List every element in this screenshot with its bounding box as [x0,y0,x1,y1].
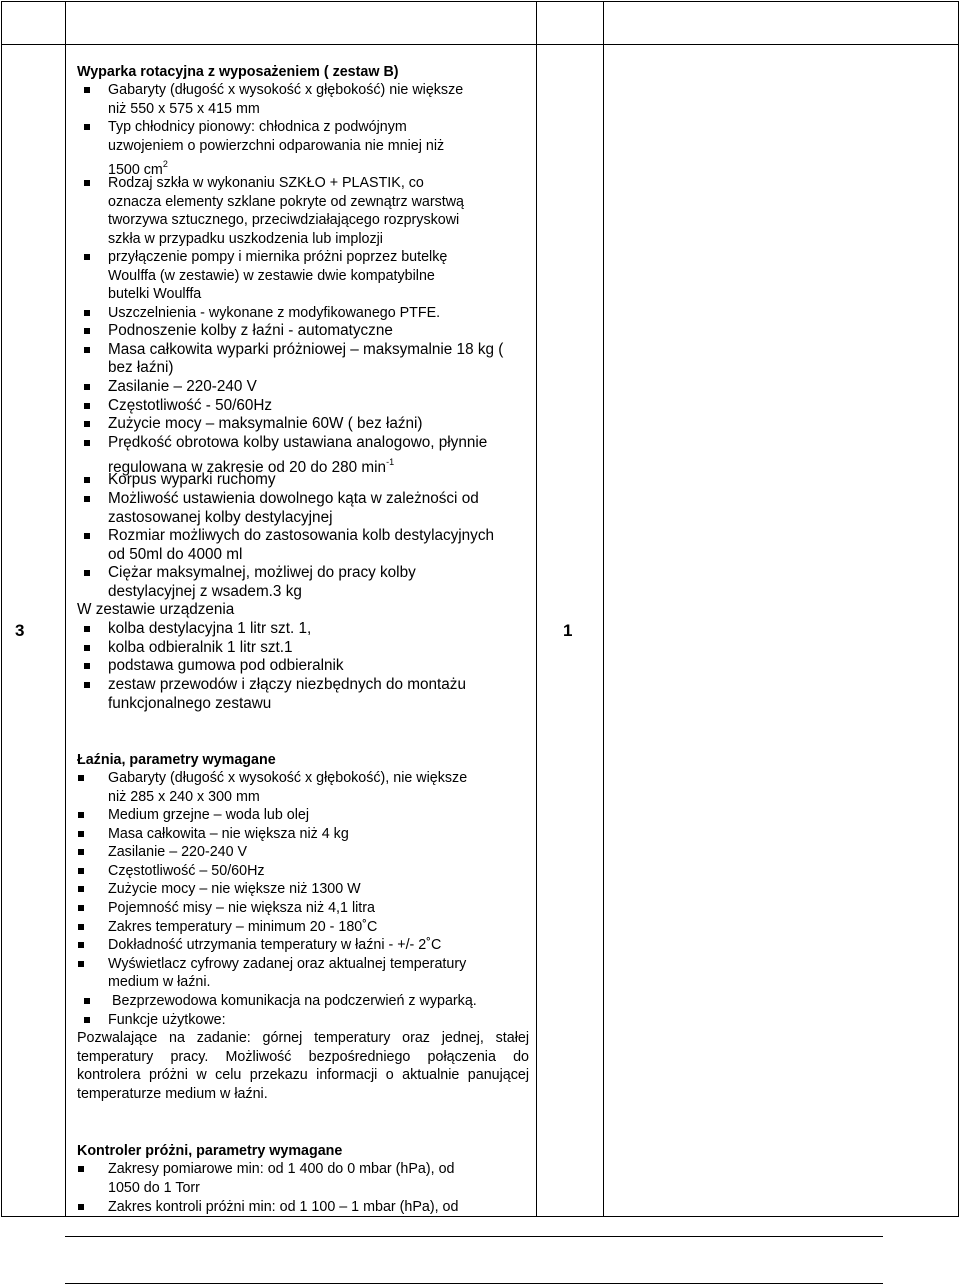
bath-line: Zakres temperatury – minimum 20 - 180˚C [108,919,378,935]
bath-line: Gabaryty (długość x wysokość x głębokość), nie większe [108,770,468,786]
evaporator-line: Częstotliwość - 50/60Hz [108,397,273,414]
bullet [84,682,90,688]
table-left-border [1,1,2,1217]
evaporator-line: niż 550 x 575 x 415 mm [108,101,260,117]
bath-line: medium w łaźni. [108,974,211,990]
row-number: 3 [15,621,25,640]
bullet [84,477,90,483]
column-divider-1 [65,1,66,1217]
evaporator-line: Zasilanie – 220-240 V [108,378,257,395]
bullet [84,328,90,334]
bullet [84,496,90,502]
evaporator-line: tworzywa sztucznego, przeciwdziałającego rozpryskowi [108,212,460,228]
controller-line: Zakres kontroli próżni min: od 1 100 – 1 mbar (hPa), od [108,1199,459,1215]
evaporator-line: butelki Woulffa [108,286,202,302]
evaporator-line: Woulffa (w zestawie) w zestawie dwie kompatybilne [108,268,435,284]
bath-paragraph: Pozwalające na zadanie: górnej temperatury oraz jednej, stałej temperatury pracy. Możliwość bezpośredniego połączenia do kontrolera próżni w celu przekazu informacji o aktualnie panującej temperaturze medium w łaźni. [77,1030,529,1102]
bullet [78,849,84,855]
evaporator-line: Prędkość obrotowa kolby ustawiana analogowo, płynnie [108,434,488,451]
evaporator-line: Możliwość ustawienia dowolnego kąta w zależności od [108,490,479,507]
controller-line: Zakresy pomiarowe min: od 1 400 do 0 mbar (hPa), od [108,1161,455,1177]
footer-rule-2 [65,1283,883,1284]
evaporator-line: regulowana w zakresie od 20 do 280 min [108,459,387,476]
bullet [84,347,90,353]
bath-line: Zużycie mocy – nie większe niż 1300 W [108,881,361,897]
bullet [84,87,90,93]
bullet [84,645,90,651]
evaporator-line: Masa całkowita wyparki próżniowej – maksymalnie 18 kg ( [108,341,504,358]
evaporator-line: destylacyjnej z wsadem.3 kg [108,583,302,600]
bath-line: Funkcje użytkowe: [108,1012,226,1028]
evaporator-line: przyłączenie pompy i miernika próżni poprzez butelkę [108,249,448,265]
bullet [84,570,90,576]
evaporator-line: funkcjonalnego zestawu [108,695,272,712]
bullet [78,868,84,874]
evaporator-line: zestaw przewodów i złączy niezbędnych do montażu [108,676,466,693]
bullet [78,1204,84,1210]
bath-line: Dokładność utrzymania temperatury w łaźni - +/- 2˚C [108,937,442,953]
column-divider-3 [603,1,604,1217]
bullet [84,384,90,390]
column-divider-2 [536,1,537,1217]
evaporator-line: bez łaźni) [108,359,174,376]
evaporator-line: Gabaryty (długość x wysokość x głębokość) nie większe [108,82,464,98]
bath-line: Zasilanie – 220-240 V [108,844,248,860]
bullet [84,124,90,130]
bullet [78,1166,84,1172]
evaporator-line: Typ chłodnicy pionowy: chłodnica z podwójnym [108,119,407,135]
bullet [84,421,90,427]
evaporator-line: Uszczelnienia - wykonane z modyfikowanego PTFE. [108,305,441,321]
superscript-minus-1: -1 [386,457,395,467]
bullet [78,831,84,837]
evaporator-line: Ciężar maksymalnej, możliwej do pracy kolby [108,564,416,581]
bath-line: Medium grzejne – woda lub olej [108,807,310,823]
controller-line: 1050 do 1 Torr [108,1180,200,1196]
evaporator-subheading: W zestawie urządzenia [77,601,235,618]
footer-rule-1 [65,1236,883,1237]
bullet [78,775,84,781]
bullet [78,886,84,892]
evaporator-line: Korpus wyparki ruchomy [108,471,276,488]
bullet [78,924,84,930]
bullet [84,254,90,260]
superscript-2: 2 [162,159,168,169]
quantity-cell: 1 [563,621,573,640]
bullet [84,403,90,409]
bath-line: niż 285 x 240 x 300 mm [108,789,260,805]
controller-title: Kontroler próżni, parametry wymagane [77,1143,343,1159]
table-top-border [1,1,959,2]
bullet [84,998,90,1004]
evaporator-line: zastosowanej kolby destylacyjnej [108,509,333,526]
evaporator-line: uzwojeniem o powierzchni odparowania nie mniej niż [108,138,445,154]
evaporator-title: Wyparka rotacyjna z wyposażeniem ( zestaw B) [77,64,399,80]
evaporator-line: oznacza elementy szklane pokryte od zewnątrz warstwą [108,194,464,210]
header-row-divider [1,44,959,45]
evaporator-line: Zużycie mocy – maksymalnie 60W ( bez łaźni) [108,415,423,432]
evaporator-line: podstawa gumowa pod odbieralnik [108,657,344,674]
bath-title: Łaźnia, parametry wymagane [77,752,276,768]
evaporator-line: Rozmiar możliwych do zastosowania kolb destylacyjnych [108,527,494,544]
bath-line: Bezprzewodowa komunikacja na podczerwień z wyparką. [112,993,477,1009]
evaporator-line: szkła w przypadku uszkodzenia lub implozji [108,231,383,247]
bullet [78,905,84,911]
evaporator-line: kolba destylacyjna 1 litr szt. 1, [108,620,312,637]
bullet [84,310,90,316]
evaporator-line: od 50ml do 4000 ml [108,546,243,563]
evaporator-line: kolba odbieralnik 1 litr szt.1 [108,639,293,656]
evaporator-line: Podnoszenie kolby z łaźni - automatyczne [108,322,393,339]
evaporator-line: Rodzaj szkła w wykonaniu SZKŁO + PLASTIK, co [108,175,424,191]
bullet [84,180,90,186]
bullet [84,626,90,632]
bullet [84,533,90,539]
table-right-border [958,1,959,1217]
bullet [84,1017,90,1023]
bath-line: Pojemność misy – nie większa niż 4,1 litra [108,900,375,916]
bullet [78,812,84,818]
bath-line: Masa całkowita – nie większa niż 4 kg [108,826,349,842]
bullet [84,663,90,669]
bullet [84,440,90,446]
evaporator-line: 1500 cm [108,162,163,178]
bath-line: Wyświetlacz cyfrowy zadanej oraz aktualnej temperatury [108,956,467,972]
bullet [78,961,84,967]
bath-line: Częstotliwość – 50/60Hz [108,863,265,879]
bullet [78,942,84,948]
